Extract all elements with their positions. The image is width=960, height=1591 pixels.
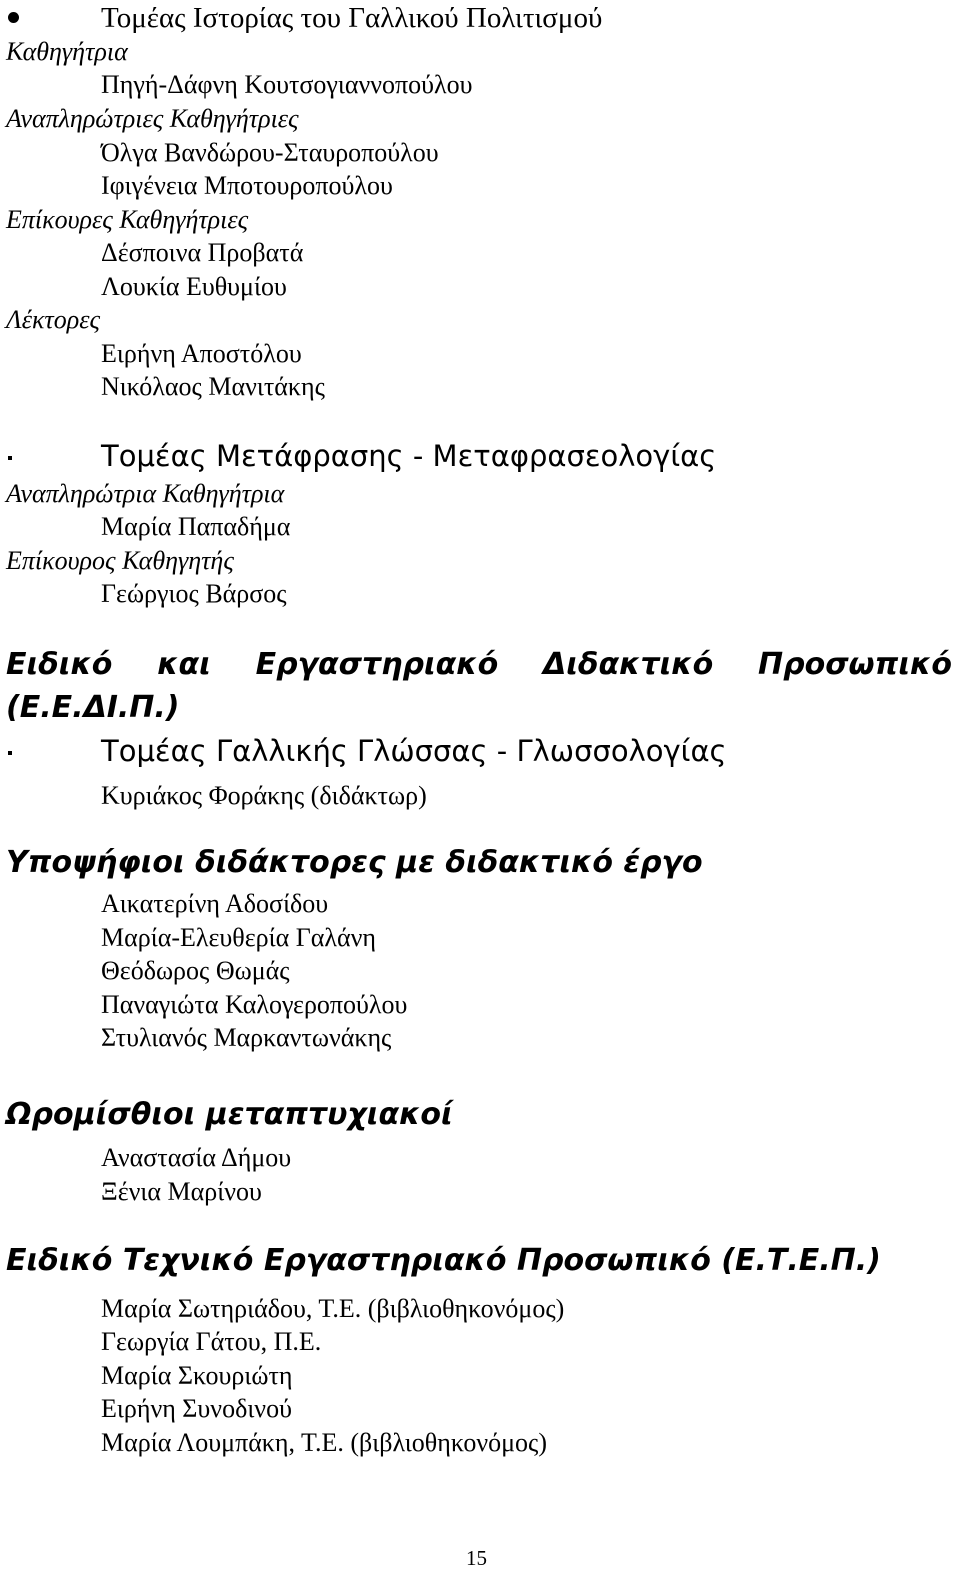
staff-name: Κυριάκος Φοράκης (διδάκτωρ)	[101, 781, 427, 810]
staff-name: Δέσποινα Προβατά	[101, 238, 304, 267]
role-label: Επίκουρες Καθηγήτριες	[6, 205, 249, 234]
staff-name: Ειρήνη Αποστόλου	[101, 339, 302, 368]
staff-name: Γεώργιος Βάρσος	[101, 579, 287, 608]
heading-word: Εργαστηριακό	[255, 647, 499, 682]
subsection-heading-french-language: Τομέας Γαλλικής Γλώσσας - Γλωσσολογίας	[101, 734, 727, 768]
staff-name: Ξένια Μαρίνου	[101, 1177, 262, 1206]
staff-name: Νικόλαος Μανιτάκης	[101, 372, 325, 401]
section-heading-translation: Τομέας Μετάφρασης - Μεταφρασεολογίας	[101, 439, 717, 473]
bullet-icon	[8, 751, 12, 755]
page-number: 15	[466, 1546, 487, 1570]
bullet-icon	[8, 456, 12, 460]
staff-name: Θεόδωρος Θωμάς	[101, 956, 290, 985]
section-heading-edip	[6, 647, 952, 682]
section-heading-hourly-postgrads: Ωρομίσθιοι μεταπτυχιακοί	[6, 1097, 453, 1132]
role-label: Αναπληρώτριες Καθηγήτριες	[6, 104, 299, 133]
staff-name: Μαρία Παπαδήμα	[101, 512, 291, 541]
heading-word: Ειδικό	[6, 647, 113, 682]
staff-name: Όλγα Βανδώρου-Σταυροπούλου	[101, 138, 439, 167]
role-label: Λέκτορες	[6, 305, 101, 334]
staff-name: Μαρία Λουμπάκη, Τ.Ε. (βιβλιοθηκονόμος)	[101, 1428, 547, 1457]
staff-name: Γεωργία Γάτου, Π.Ε.	[101, 1327, 322, 1356]
staff-name: Παναγιώτα Καλογεροπούλου	[101, 990, 408, 1019]
staff-name: Αναστασία Δήμου	[101, 1143, 292, 1172]
section-heading-etep: Ειδικό Τεχνικό Εργαστηριακό Προσωπικό (Ε.Τ.Ε.Π.)	[6, 1243, 881, 1278]
staff-name: Αικατερίνη Αδοσίδου	[101, 889, 329, 918]
staff-name: Πηγή-Δάφνη Κουτσογιαννοπούλου	[101, 70, 473, 99]
section-heading-phd-candidates: Υποψήφιοι διδάκτορες με διδακτικό έργο	[6, 845, 703, 880]
role-label: Καθηγήτρια	[6, 37, 128, 66]
staff-name: Ιφιγένεια Μποτουροπούλου	[101, 171, 393, 200]
bullet-icon	[8, 12, 19, 23]
staff-name: Μαρία-Ελευθερία Γαλάνη	[101, 923, 376, 952]
role-label: Αναπληρώτρια Καθηγήτρια	[6, 479, 285, 508]
staff-name: Ειρήνη Συνοδινού	[101, 1394, 292, 1423]
staff-name: Μαρία Σκουριώτη	[101, 1361, 293, 1390]
heading-word: Διδακτικό	[543, 647, 714, 682]
section-heading-french-culture: Τομέας Ιστορίας του Γαλλικού Πολιτισμού	[101, 2, 603, 34]
staff-name: Λουκία Ευθυμίου	[101, 272, 287, 301]
role-label: Επίκουρος Καθηγητής	[6, 546, 234, 575]
heading-word: Προσωπικό	[758, 647, 952, 682]
heading-word: και	[157, 647, 211, 682]
section-heading-edip-abbr: (Ε.Ε.ΔΙ.Π.)	[6, 690, 180, 725]
staff-name: Στυλιανός Μαρκαντωνάκης	[101, 1023, 392, 1052]
staff-name: Μαρία Σωτηριάδου, Τ.Ε. (βιβλιοθηκονόμος)	[101, 1294, 565, 1323]
